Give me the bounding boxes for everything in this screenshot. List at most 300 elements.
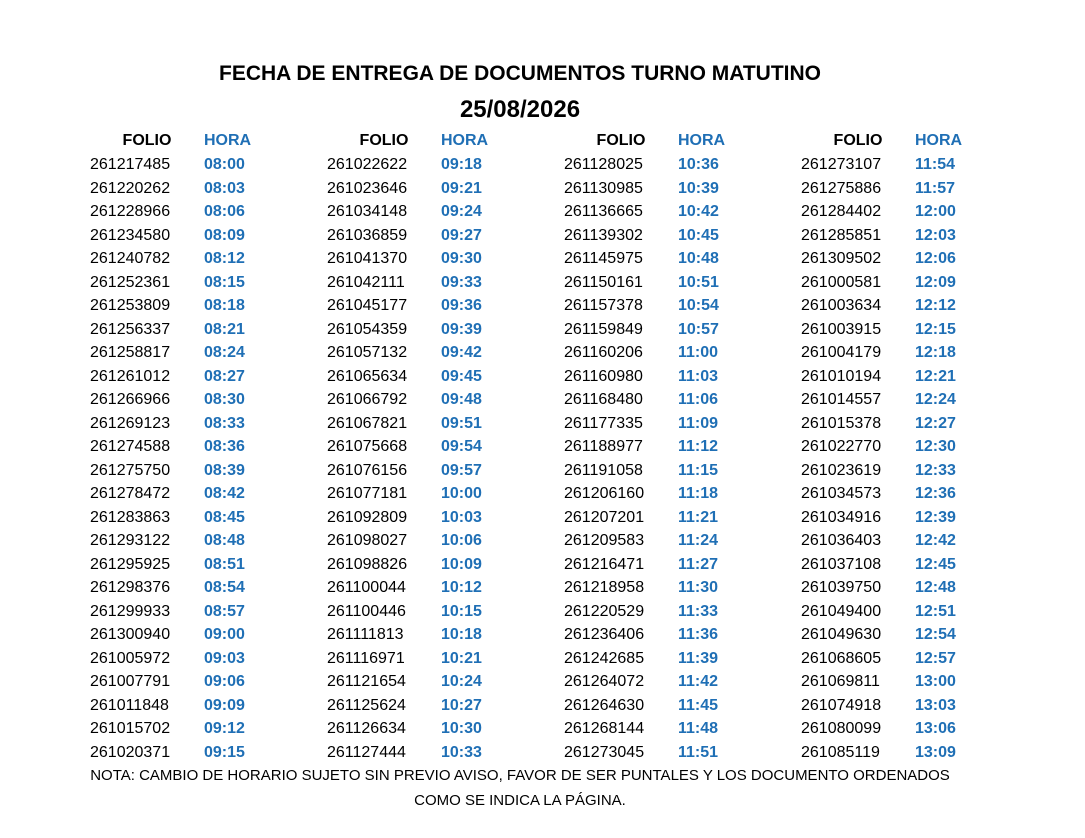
hora-cell: 12:18 bbox=[915, 344, 956, 361]
table-row bbox=[801, 247, 975, 271]
hora-cell: 11:09 bbox=[678, 414, 719, 432]
table-row bbox=[90, 553, 264, 577]
hora-cell: 09:45 bbox=[441, 367, 482, 385]
folio-cell: 261160980 bbox=[564, 367, 643, 385]
hora-cell: 09:00 bbox=[204, 626, 245, 643]
folio-cell: 261076156 bbox=[327, 461, 408, 479]
hora-cell: 08:24 bbox=[204, 344, 245, 361]
hora-cell: 11:27 bbox=[678, 555, 719, 573]
hora-cell: 08:36 bbox=[204, 438, 245, 455]
folio-cell: 261295925 bbox=[90, 555, 171, 573]
folio-cell: 261278472 bbox=[90, 485, 171, 502]
hora-cell: 08:06 bbox=[204, 203, 245, 220]
folio-header: FOLIO bbox=[596, 132, 646, 149]
table-row bbox=[90, 412, 264, 436]
schedule-column bbox=[90, 129, 264, 764]
folio-cell: 261023619 bbox=[801, 461, 882, 479]
hora-cell: 09:33 bbox=[441, 273, 482, 291]
folio-cell: 261074918 bbox=[801, 696, 882, 714]
hora-cell: 13:09 bbox=[915, 743, 956, 761]
hora-cell: 12:42 bbox=[915, 532, 956, 549]
hora-cell: 09:48 bbox=[441, 391, 482, 408]
column-header bbox=[90, 129, 264, 153]
table-row bbox=[90, 459, 264, 483]
folio-cell: 261037108 bbox=[801, 555, 882, 573]
folio-cell: 261014557 bbox=[801, 391, 882, 408]
folio-cell: 261283863 bbox=[90, 508, 171, 526]
hora-cell: 11:39 bbox=[678, 649, 719, 667]
hora-cell: 09:18 bbox=[441, 156, 482, 173]
hora-cell: 12:45 bbox=[915, 555, 956, 573]
folio-cell: 261100446 bbox=[327, 602, 406, 620]
folio-cell: 261240782 bbox=[90, 250, 171, 267]
table-row bbox=[90, 694, 264, 718]
hora-cell: 12:15 bbox=[915, 320, 956, 338]
table-row bbox=[90, 318, 264, 342]
table-row bbox=[90, 435, 264, 459]
table-row bbox=[327, 576, 501, 600]
hora-cell: 10:36 bbox=[678, 156, 719, 173]
hora-cell: 10:54 bbox=[678, 297, 719, 314]
table-row bbox=[801, 459, 975, 483]
table-row bbox=[90, 717, 264, 741]
table-row bbox=[327, 717, 501, 741]
folio-cell: 261293122 bbox=[90, 532, 171, 549]
folio-cell: 261003915 bbox=[801, 320, 882, 338]
folio-cell: 261261012 bbox=[90, 367, 171, 385]
note-line-1: NOTA: CAMBIO DE HORARIO SUJETO SIN PREVIO AVISO, FAVOR DE SER PUNTALES Y LOS DOCUMENTO ORDENADOS bbox=[90, 767, 950, 784]
folio-cell: 261253809 bbox=[90, 297, 171, 314]
note-line-2: COMO SE INDICA LA PÁGINA. bbox=[414, 792, 626, 809]
folio-cell: 261010194 bbox=[801, 367, 882, 385]
hora-cell: 11:21 bbox=[678, 508, 719, 526]
hora-cell: 10:51 bbox=[678, 273, 719, 291]
hora-cell: 09:39 bbox=[441, 320, 482, 338]
hora-cell: 12:06 bbox=[915, 250, 956, 267]
folio-cell: 261020371 bbox=[90, 743, 171, 761]
folio-cell: 261191058 bbox=[564, 461, 643, 479]
hora-cell: 11:06 bbox=[678, 391, 719, 408]
table-row bbox=[801, 224, 975, 248]
hora-cell: 09:36 bbox=[441, 297, 482, 314]
page-title: FECHA DE ENTREGA DE DOCUMENTOS TURNO MATUTINO bbox=[219, 62, 821, 85]
hora-cell: 10:00 bbox=[441, 485, 482, 502]
table-row bbox=[801, 576, 975, 600]
table-row bbox=[564, 694, 738, 718]
hora-header: HORA bbox=[441, 132, 489, 149]
folio-cell: 261228966 bbox=[90, 203, 171, 220]
folio-cell: 261242685 bbox=[564, 649, 645, 667]
folio-cell: 261128025 bbox=[564, 156, 643, 173]
folio-cell: 261150161 bbox=[564, 273, 643, 291]
folio-cell: 261300940 bbox=[90, 626, 171, 643]
folio-cell: 261034916 bbox=[801, 508, 882, 526]
hora-cell: 09:30 bbox=[441, 250, 482, 267]
folio-cell: 261139302 bbox=[564, 226, 643, 244]
table-row bbox=[90, 741, 264, 765]
folio-cell: 261034573 bbox=[801, 485, 882, 502]
folio-cell: 261036859 bbox=[327, 226, 408, 244]
hora-cell: 09:27 bbox=[441, 226, 482, 244]
table-row bbox=[564, 153, 738, 177]
hora-cell: 08:39 bbox=[204, 461, 245, 479]
folio-cell: 261264630 bbox=[564, 696, 645, 714]
table-row bbox=[564, 529, 738, 553]
hora-cell: 12:39 bbox=[915, 508, 956, 526]
folio-cell: 261299933 bbox=[90, 602, 171, 620]
hora-cell: 09:42 bbox=[441, 344, 482, 361]
hora-cell: 10:45 bbox=[678, 226, 719, 244]
footer-note bbox=[0, 763, 1040, 813]
table-row bbox=[564, 224, 738, 248]
hora-cell: 08:00 bbox=[204, 156, 245, 173]
folio-cell: 261011848 bbox=[90, 696, 169, 714]
hora-cell: 08:12 bbox=[204, 250, 245, 267]
hora-cell: 08:03 bbox=[204, 179, 245, 197]
hora-cell: 08:45 bbox=[204, 508, 245, 526]
folio-cell: 261217485 bbox=[90, 156, 171, 173]
folio-cell: 261075668 bbox=[327, 438, 408, 455]
table-row bbox=[327, 271, 501, 295]
folio-cell: 261092809 bbox=[327, 508, 408, 526]
table-row bbox=[90, 341, 264, 365]
table-row bbox=[327, 553, 501, 577]
table-row bbox=[801, 435, 975, 459]
folio-cell: 261080099 bbox=[801, 720, 882, 737]
hora-cell: 11:51 bbox=[678, 743, 719, 761]
table-row bbox=[327, 435, 501, 459]
folio-cell: 261049630 bbox=[801, 626, 882, 643]
column-header bbox=[801, 129, 975, 153]
hora-cell: 09:57 bbox=[441, 461, 482, 479]
folio-cell: 261045177 bbox=[327, 297, 408, 314]
hora-cell: 12:51 bbox=[915, 602, 956, 620]
table-row bbox=[564, 435, 738, 459]
hora-cell: 11:54 bbox=[915, 156, 956, 173]
table-row bbox=[327, 365, 501, 389]
table-row bbox=[327, 412, 501, 436]
hora-cell: 13:00 bbox=[915, 673, 956, 690]
folio-cell: 261256337 bbox=[90, 320, 171, 338]
table-row bbox=[327, 388, 501, 412]
table-row bbox=[327, 177, 501, 201]
hora-cell: 08:42 bbox=[204, 485, 245, 502]
table-row bbox=[90, 200, 264, 224]
table-row bbox=[90, 153, 264, 177]
hora-header: HORA bbox=[204, 132, 252, 149]
table-row bbox=[801, 529, 975, 553]
hora-cell: 09:03 bbox=[204, 649, 245, 667]
hora-cell: 10:57 bbox=[678, 320, 719, 338]
folio-cell: 261126634 bbox=[327, 720, 406, 737]
hora-cell: 12:24 bbox=[915, 391, 956, 408]
table-row bbox=[801, 553, 975, 577]
table-row bbox=[801, 341, 975, 365]
folio-cell: 261036403 bbox=[801, 532, 882, 549]
table-row bbox=[564, 741, 738, 765]
column-header bbox=[327, 129, 501, 153]
folio-header: FOLIO bbox=[359, 132, 409, 149]
hora-cell: 12:48 bbox=[915, 579, 956, 596]
table-row bbox=[327, 623, 501, 647]
folio-cell: 261034148 bbox=[327, 203, 408, 220]
folio-cell: 261069811 bbox=[801, 673, 880, 690]
hora-cell: 08:18 bbox=[204, 297, 245, 314]
hora-cell: 08:51 bbox=[204, 555, 245, 573]
table-row bbox=[801, 741, 975, 765]
table-row bbox=[564, 670, 738, 694]
folio-cell: 261121654 bbox=[327, 673, 406, 690]
table-row bbox=[564, 271, 738, 295]
folio-cell: 261130985 bbox=[564, 179, 643, 197]
table-row bbox=[327, 200, 501, 224]
folio-cell: 261000581 bbox=[801, 273, 882, 291]
table-row bbox=[801, 365, 975, 389]
folio-cell: 261220262 bbox=[90, 179, 171, 197]
table-row bbox=[564, 388, 738, 412]
table-row bbox=[90, 576, 264, 600]
folio-cell: 261098826 bbox=[327, 555, 408, 573]
table-row bbox=[327, 294, 501, 318]
hora-cell: 12:54 bbox=[915, 626, 956, 643]
hora-cell: 08:33 bbox=[204, 414, 245, 432]
hora-cell: 09:54 bbox=[441, 438, 482, 455]
hora-cell: 10:42 bbox=[678, 203, 719, 220]
hora-cell: 10:27 bbox=[441, 696, 482, 714]
hora-cell: 12:30 bbox=[915, 438, 956, 455]
folio-cell: 261116971 bbox=[327, 649, 405, 667]
table-row bbox=[327, 694, 501, 718]
folio-cell: 261264072 bbox=[564, 673, 645, 690]
folio-cell: 261273045 bbox=[564, 743, 645, 761]
table-row bbox=[90, 623, 264, 647]
hora-cell: 09:51 bbox=[441, 414, 482, 432]
hora-cell: 11:48 bbox=[678, 720, 719, 737]
table-row bbox=[327, 670, 501, 694]
folio-cell: 261015702 bbox=[90, 720, 171, 737]
hora-cell: 13:03 bbox=[915, 696, 956, 714]
table-row bbox=[90, 529, 264, 553]
hora-header: HORA bbox=[915, 132, 963, 149]
hora-cell: 08:48 bbox=[204, 532, 245, 549]
schedule-column bbox=[801, 129, 975, 764]
table-row bbox=[801, 153, 975, 177]
hora-cell: 08:27 bbox=[204, 367, 245, 385]
folio-cell: 261275750 bbox=[90, 461, 171, 479]
table-row bbox=[90, 365, 264, 389]
folio-cell: 261098027 bbox=[327, 532, 408, 549]
table-row bbox=[564, 576, 738, 600]
folio-cell: 261041370 bbox=[327, 250, 408, 267]
folio-cell: 261049400 bbox=[801, 602, 882, 620]
folio-cell: 261207201 bbox=[564, 508, 645, 526]
hora-cell: 10:21 bbox=[441, 649, 482, 667]
schedule-column bbox=[327, 129, 501, 764]
folio-cell: 261077181 bbox=[327, 485, 408, 502]
table-row bbox=[801, 717, 975, 741]
hora-cell: 12:27 bbox=[915, 414, 956, 432]
hora-cell: 11:36 bbox=[678, 626, 719, 643]
table-row bbox=[327, 647, 501, 671]
folio-cell: 261274588 bbox=[90, 438, 171, 455]
hora-cell: 12:12 bbox=[915, 297, 956, 314]
folio-cell: 261004179 bbox=[801, 344, 882, 361]
folio-cell: 261177335 bbox=[564, 414, 643, 432]
hora-cell: 09:24 bbox=[441, 203, 482, 220]
table-row bbox=[564, 294, 738, 318]
folio-cell: 261042111 bbox=[327, 273, 405, 291]
hora-cell: 08:21 bbox=[204, 320, 245, 338]
folio-cell: 261216471 bbox=[564, 555, 645, 573]
hora-cell: 09:12 bbox=[204, 720, 245, 737]
folio-cell: 261252361 bbox=[90, 273, 171, 291]
table-row bbox=[90, 224, 264, 248]
folio-cell: 261234580 bbox=[90, 226, 171, 244]
table-row bbox=[327, 459, 501, 483]
table-row bbox=[801, 412, 975, 436]
folio-cell: 261100044 bbox=[327, 579, 406, 596]
table-row bbox=[327, 224, 501, 248]
table-row bbox=[801, 482, 975, 506]
table-row bbox=[564, 717, 738, 741]
folio-cell: 261266966 bbox=[90, 391, 171, 408]
hora-cell: 11:57 bbox=[915, 179, 956, 197]
table-row bbox=[90, 482, 264, 506]
hora-cell: 12:03 bbox=[915, 226, 956, 244]
hora-cell: 08:57 bbox=[204, 602, 245, 620]
table-row bbox=[90, 670, 264, 694]
folio-cell: 261188977 bbox=[564, 438, 643, 455]
table-row bbox=[564, 247, 738, 271]
hora-cell: 09:21 bbox=[441, 179, 482, 197]
folio-cell: 261168480 bbox=[564, 391, 643, 408]
table-row bbox=[564, 623, 738, 647]
hora-cell: 12:21 bbox=[915, 367, 956, 385]
table-row bbox=[801, 177, 975, 201]
table-row bbox=[90, 294, 264, 318]
hora-cell: 11:45 bbox=[678, 696, 719, 714]
table-row bbox=[90, 247, 264, 271]
hora-cell: 12:57 bbox=[915, 649, 956, 667]
hora-cell: 10:03 bbox=[441, 508, 482, 526]
folio-cell: 261039750 bbox=[801, 579, 882, 596]
folio-cell: 261067821 bbox=[327, 414, 408, 432]
hora-cell: 10:15 bbox=[441, 602, 482, 620]
hora-cell: 11:33 bbox=[678, 602, 719, 620]
table-row bbox=[327, 529, 501, 553]
table-row bbox=[327, 247, 501, 271]
table-row bbox=[90, 271, 264, 295]
folio-cell: 261285851 bbox=[801, 226, 882, 244]
folio-cell: 261022770 bbox=[801, 438, 882, 455]
hora-cell: 10:39 bbox=[678, 179, 719, 197]
table-row bbox=[564, 341, 738, 365]
folio-cell: 261068605 bbox=[801, 649, 882, 667]
table-row bbox=[327, 341, 501, 365]
hora-cell: 10:18 bbox=[441, 626, 482, 643]
table-row bbox=[564, 318, 738, 342]
table-row bbox=[801, 694, 975, 718]
table-row bbox=[327, 318, 501, 342]
hora-cell: 11:18 bbox=[678, 485, 719, 502]
page-date: 25/08/2026 bbox=[459, 96, 581, 123]
table-row bbox=[801, 506, 975, 530]
folio-cell: 261085119 bbox=[801, 743, 880, 761]
table-row bbox=[801, 318, 975, 342]
folio-cell: 261159849 bbox=[564, 320, 643, 338]
folio-cell: 261054359 bbox=[327, 320, 408, 338]
table-row bbox=[90, 506, 264, 530]
hora-cell: 11:24 bbox=[678, 532, 719, 549]
folio-cell: 261206160 bbox=[564, 485, 645, 502]
hora-cell: 08:15 bbox=[204, 273, 245, 291]
table-row bbox=[801, 200, 975, 224]
folio-cell: 261127444 bbox=[327, 743, 406, 761]
hora-cell: 11:30 bbox=[678, 579, 719, 596]
hora-cell: 10:24 bbox=[441, 673, 482, 690]
hora-cell: 09:15 bbox=[204, 743, 245, 761]
hora-cell: 10:33 bbox=[441, 743, 482, 761]
table-row bbox=[564, 459, 738, 483]
folio-cell: 261005972 bbox=[90, 649, 171, 667]
folio-cell: 261023646 bbox=[327, 179, 408, 197]
hora-header: HORA bbox=[678, 132, 726, 149]
folio-cell: 261007791 bbox=[90, 673, 171, 690]
folio-cell: 261022622 bbox=[327, 156, 408, 173]
hora-cell: 12:33 bbox=[915, 461, 956, 479]
hora-cell: 10:09 bbox=[441, 555, 482, 573]
table-row bbox=[801, 600, 975, 624]
hora-cell: 10:48 bbox=[678, 250, 719, 267]
folio-cell: 261057132 bbox=[327, 344, 408, 361]
column-header bbox=[564, 129, 738, 153]
folio-cell: 261268144 bbox=[564, 720, 645, 737]
folio-cell: 261309502 bbox=[801, 250, 882, 267]
hora-cell: 11:00 bbox=[678, 344, 719, 361]
table-row bbox=[327, 153, 501, 177]
table-row bbox=[327, 741, 501, 765]
table-row bbox=[564, 365, 738, 389]
schedule-column bbox=[564, 129, 738, 764]
folio-header: FOLIO bbox=[122, 132, 172, 149]
folio-cell: 261298376 bbox=[90, 579, 171, 596]
hora-cell: 10:12 bbox=[441, 579, 482, 596]
table-row bbox=[90, 647, 264, 671]
hora-cell: 10:30 bbox=[441, 720, 482, 737]
table-row bbox=[564, 412, 738, 436]
folio-cell: 261015378 bbox=[801, 414, 882, 432]
table-row bbox=[327, 506, 501, 530]
hora-cell: 11:03 bbox=[678, 367, 719, 385]
folio-cell: 261258817 bbox=[90, 344, 171, 361]
folio-cell: 261284402 bbox=[801, 203, 882, 220]
folio-cell: 261275886 bbox=[801, 179, 882, 197]
hora-cell: 12:00 bbox=[915, 203, 956, 220]
table-row bbox=[90, 600, 264, 624]
table-row bbox=[564, 200, 738, 224]
folio-cell: 261160206 bbox=[564, 344, 643, 361]
table-row bbox=[90, 388, 264, 412]
folio-cell: 261157378 bbox=[564, 297, 643, 314]
hora-cell: 09:09 bbox=[204, 696, 245, 714]
folio-cell: 261125624 bbox=[327, 696, 406, 714]
table-row bbox=[90, 177, 264, 201]
hora-cell: 11:42 bbox=[678, 673, 719, 690]
table-row bbox=[564, 482, 738, 506]
folio-cell: 261111813 bbox=[327, 626, 404, 643]
folio-cell: 261145975 bbox=[564, 250, 643, 267]
folio-cell: 261066792 bbox=[327, 391, 408, 408]
